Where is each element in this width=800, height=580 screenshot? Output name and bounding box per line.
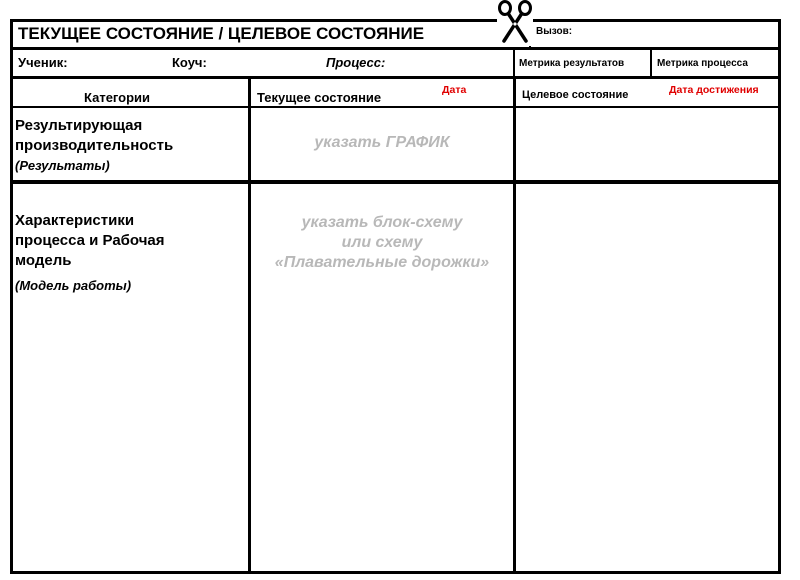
column-header-date: Дата	[442, 84, 467, 96]
category-results-line1: Результирующая	[15, 117, 143, 134]
hint-flowchart-line3: «Плавательные дорожки»	[274, 254, 490, 271]
category-results-line2: производительность	[15, 137, 174, 154]
coach-label: Коуч:	[172, 55, 207, 70]
divider-header	[10, 106, 781, 108]
scissors-icon	[497, 0, 533, 46]
divider-col2	[513, 78, 516, 574]
result-metric-label: Метрика результатов	[519, 58, 625, 69]
page-title: ТЕКУЩЕЕ СОСТОЯНИЕ / ЦЕЛЕВОЕ СОСТОЯНИЕ	[18, 24, 425, 43]
process-metric-label: Метрика процесса	[657, 58, 748, 69]
hint-flowchart-line2: или схему	[341, 234, 423, 251]
column-header-categories: Категории	[84, 90, 151, 105]
category-results-sub: (Результаты)	[15, 158, 110, 173]
student-label: Ученик:	[18, 55, 68, 70]
divider-metrics-left	[513, 48, 515, 78]
column-header-target-state: Целевое состояние	[522, 89, 629, 101]
category-process-sub: (Модель работы)	[15, 278, 132, 293]
category-process-line2: процесса и Рабочая	[15, 232, 165, 249]
category-process	[15, 211, 245, 296]
divider-row1	[10, 180, 781, 184]
hint-flowchart	[251, 213, 513, 273]
category-process-line3: модель	[15, 252, 72, 269]
divider-metrics-mid	[650, 48, 652, 78]
column-header-achievement-date: Дата достижения	[669, 84, 759, 96]
challenge-label: Вызов:	[536, 26, 573, 37]
divider-title	[10, 47, 781, 50]
process-label: Процесс:	[326, 55, 386, 70]
hint-chart: указать ГРАФИК	[314, 134, 450, 151]
divider-info	[10, 76, 781, 79]
category-process-line1: Характеристики	[15, 212, 135, 229]
category-results	[15, 116, 245, 176]
column-header-current-state: Текущее состояние	[257, 90, 382, 105]
hint-flowchart-line1: указать блок-схему	[301, 214, 463, 231]
